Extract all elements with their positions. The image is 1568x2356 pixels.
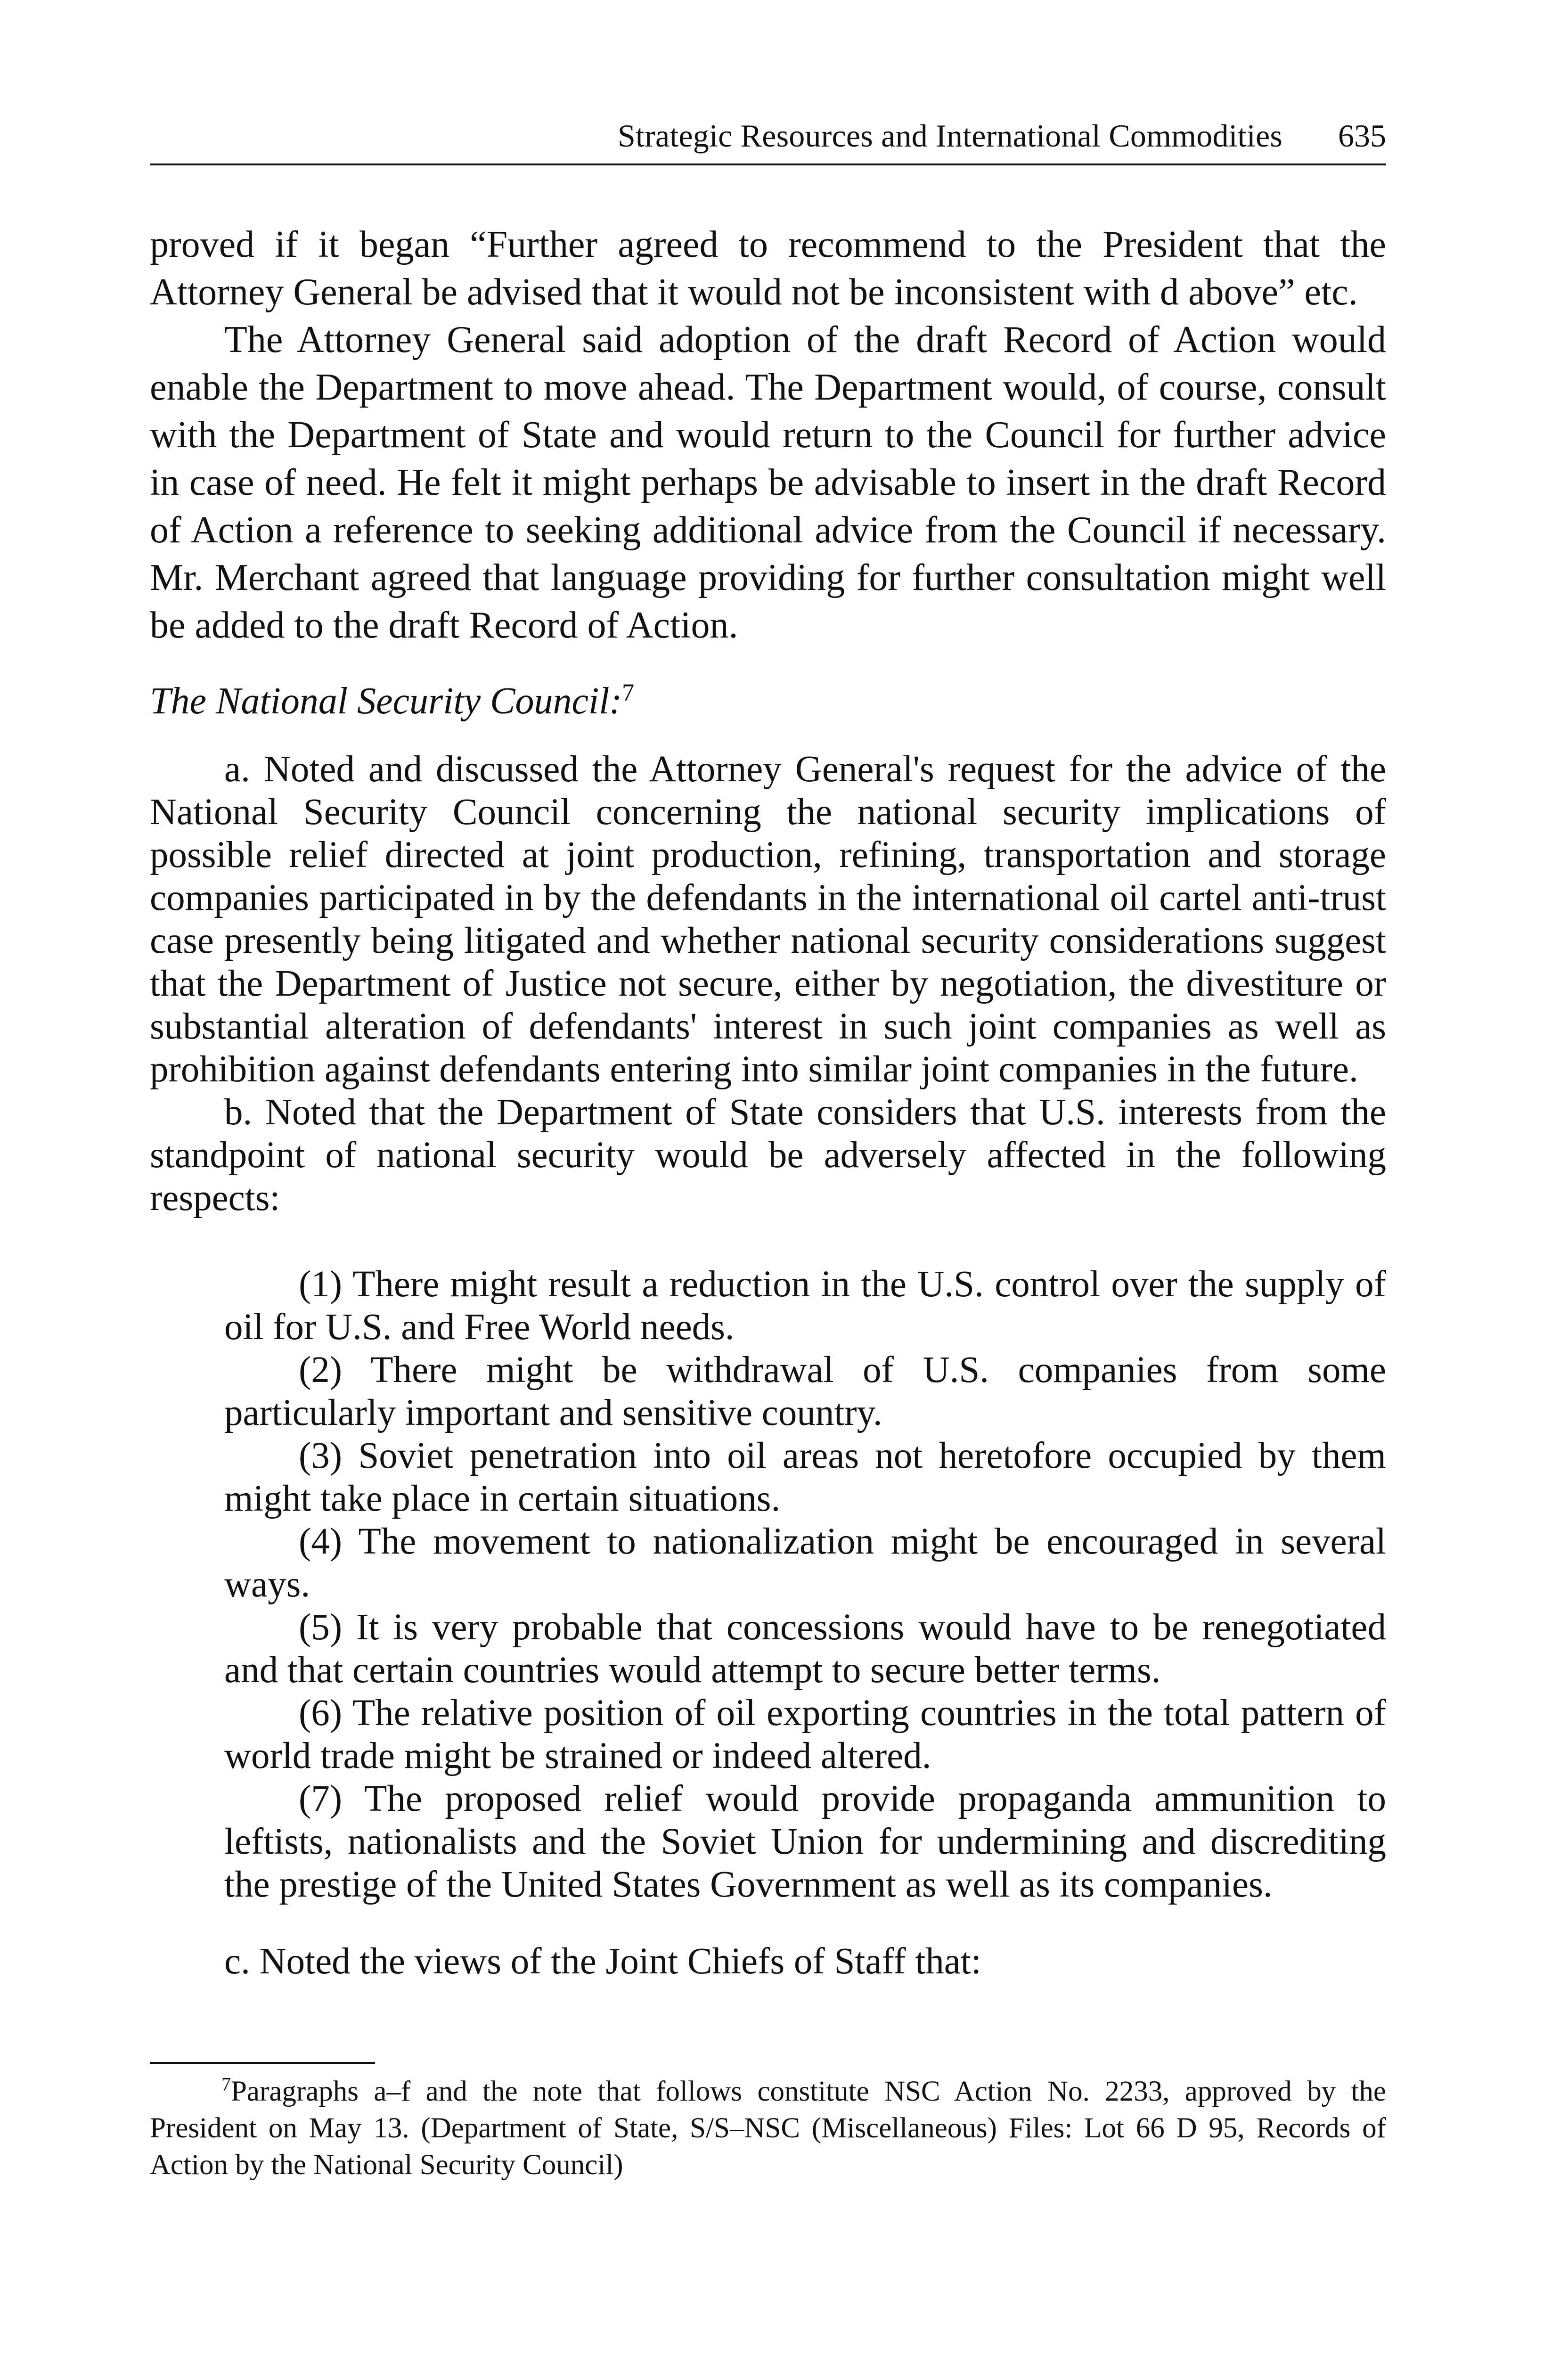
footnote-text: Paragraphs a–f and the note that follows constitute NSC Action No. 2233, approved by the President on May 13. (Department of State, S/S–NSC (Miscellaneous) Files: Lot 66 D 95, Records of Action by the National Security Council) xyxy=(150,2076,1386,2181)
main-text xyxy=(150,221,1386,725)
list-item: (5) It is very probable that concessions would have to be renegotiated and that certain countries would attempt to secure better terms. xyxy=(224,1607,1386,1691)
list-item: (6) The relative position of oil exporting countries in the total pattern of world trade might be strained or indeed altered. xyxy=(224,1693,1386,1776)
paragraph-attorney-general: The Attorney General said adoption of the draft Record of Action would enable the Department to move ahead. The Department would, of course, consult with the Department of State and would return to the Council for further advice in case of need. He felt it might perhaps be advisable to insert in the draft Record of Action a reference to seeking additional advice from the Council if necessary. Mr. Merchant agreed that language providing for further consultation might well be added to the draft Record of Action. xyxy=(150,319,1386,646)
list-item: (4) The movement to nationalization might be encouraged in several ways. xyxy=(224,1521,1386,1605)
action-item-c: c. Noted the views of the Joint Chiefs of Staff that: xyxy=(224,1941,981,1982)
footnote-marker: 7 xyxy=(221,2073,231,2095)
list-item: (1) There might result a reduction in the U.S. control over the supply of oil for U.S. and Free World needs. xyxy=(224,1264,1386,1348)
footnote-divider xyxy=(150,2062,375,2064)
paragraph-continued: proved if it began “Further agreed to recommend to the President that the Attorney General be advised that it would not be inconsistent with d above” etc. xyxy=(150,224,1386,313)
footnote-reference: 7 xyxy=(622,679,635,706)
list-item: (7) The proposed relief would provide propaganda ammunition to leftists, nationalists and the Soviet Union for undermining and discrediting the prestige of the United States Government as well as its companies. xyxy=(224,1778,1386,1905)
list-item: (3) Soviet penetration into oil areas not heretofore occupied by them might take place in certain situations. xyxy=(224,1435,1386,1519)
state-department-concerns-list xyxy=(150,1263,1386,1906)
document-page xyxy=(150,109,1386,2184)
action-item-b: b. Noted that the Department of State considers that U.S. interests from the standpoint of national security would be adversely affected in the following respects: xyxy=(150,1092,1386,1219)
running-header xyxy=(150,109,1386,165)
section-heading-text: The National Security Council: xyxy=(150,680,622,722)
action-item-a: a. Noted and discussed the Attorney General's request for the advice of the National Security Council concerning the national security implications of possible relief directed at joint production, refining, transportation and storage companies participated in by the defendants in the international oil cartel anti-trust case presently being litigated and whether national security considerations suggest that the Department of Justice not secure, either by negotiation, the divestiture or substantial alteration of defendants' interest in such joint companies as well as prohibition against defendants entering into similar joint companies in the future. xyxy=(150,749,1386,1090)
page-number: 635 xyxy=(1338,118,1386,154)
running-header-title: Strategic Resources and International Commodities xyxy=(617,118,1282,154)
list-item: (2) There might be withdrawal of U.S. companies from some particularly important and sensitive country. xyxy=(224,1350,1386,1433)
footnote xyxy=(150,2073,1386,2184)
section-heading xyxy=(150,678,1386,725)
record-of-action xyxy=(150,748,1386,1983)
